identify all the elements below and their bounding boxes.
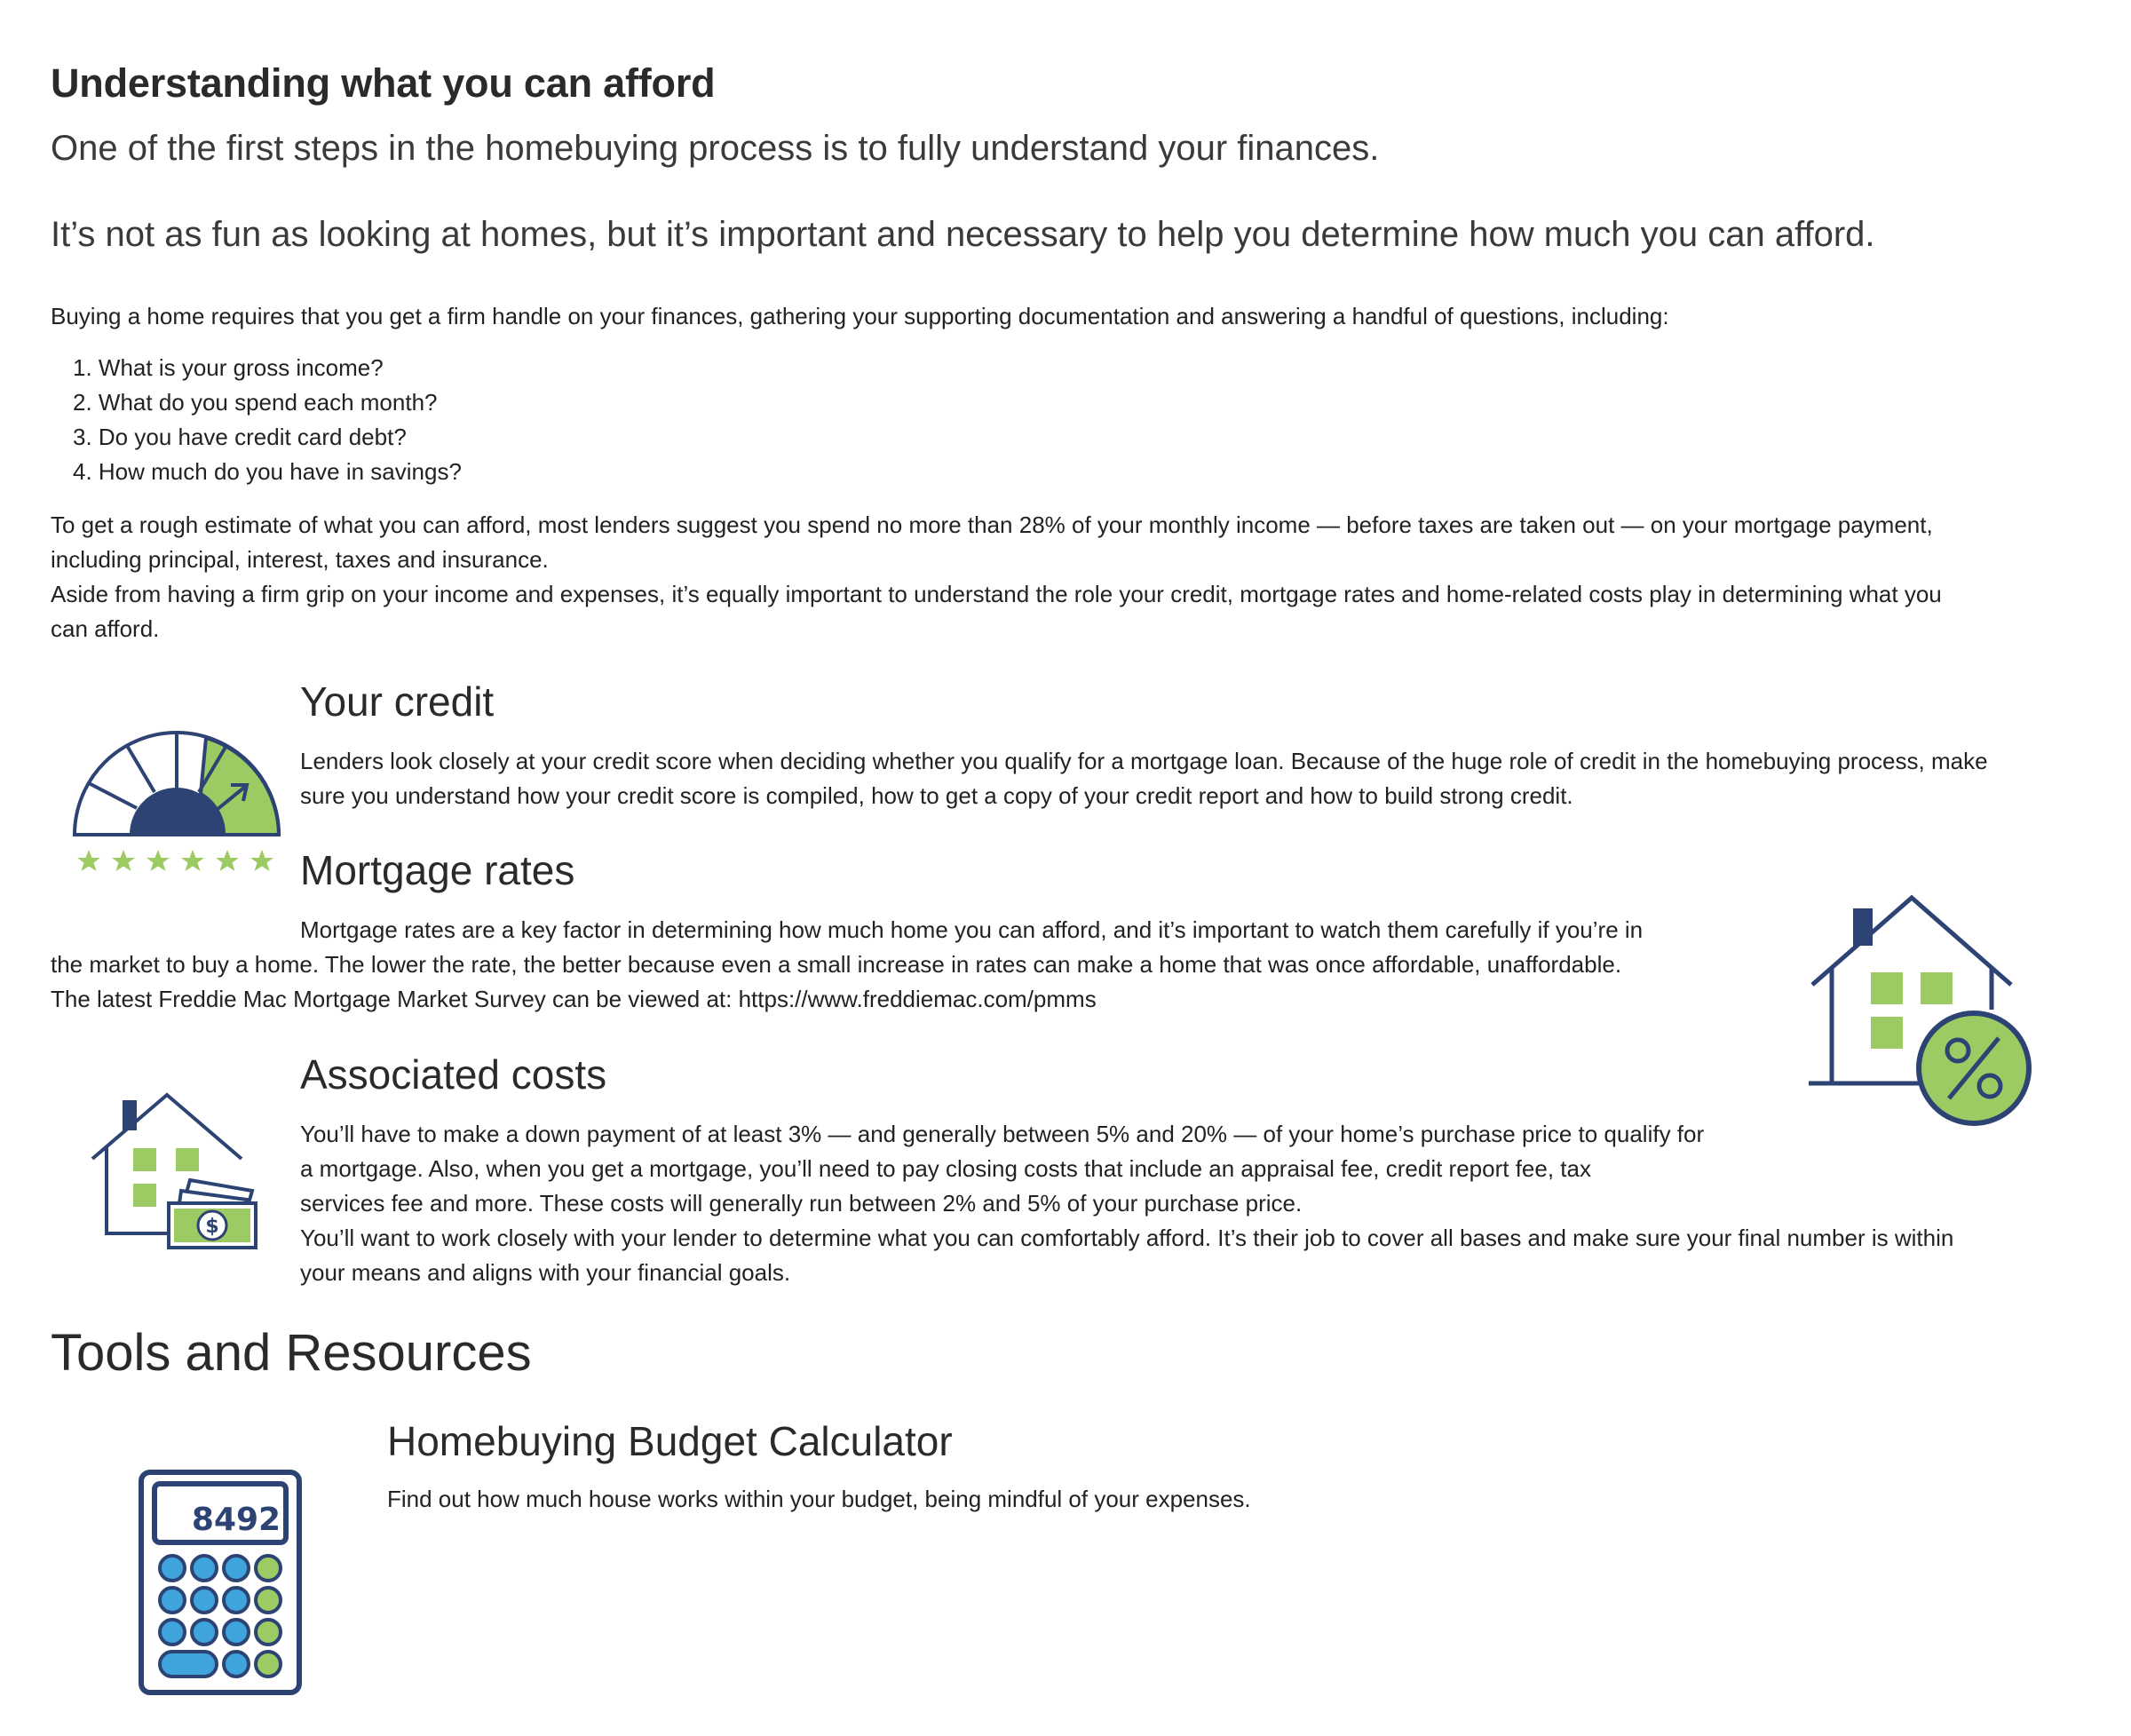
calculator-icon xyxy=(139,1470,302,1695)
costs-heading: Associated costs xyxy=(300,1051,607,1098)
mortgage-paragraph xyxy=(51,947,1621,1017)
mortgage-line: Mortgage rates are a key factor in determining how much home you can afford, and it’s important to watch them carefully if you’re in xyxy=(300,916,1644,943)
tools-heading: Tools and Resources xyxy=(51,1324,532,1382)
credit-paragraph xyxy=(300,744,1988,813)
calculator-display: 8492 xyxy=(191,1502,281,1538)
costs-line: your means and aligns with your financial goals. xyxy=(300,1259,791,1286)
credit-line: sure you understand how your credit score is compiled, how to get a copy of your credit report and how to build strong credit. xyxy=(300,782,1573,809)
credit-heading: Your credit xyxy=(300,678,495,725)
costs-line: You’ll have to make a down payment of at least 3% — and generally between 5% and 20% — of your home’s purchase price to qualify for xyxy=(300,1121,1705,1147)
aside-line: Aside from having a firm grip on your income and expenses, it’s equally important to understand the role your credit, mortgage rates and home-related costs play in determining what you xyxy=(51,581,1942,607)
mortgage-line: The latest Freddie Mac Mortgage Market Survey can be viewed at: https://www.freddiemac.com/pmms xyxy=(51,986,1097,1012)
questions-list xyxy=(73,351,462,489)
estimate-line: including principal, interest, taxes and insurance. xyxy=(51,546,549,573)
mortgage-line: the market to buy a home. The lower the rate, the better because even a small increase in rates can make a home that was once affordable, unaffordable. xyxy=(51,951,1622,978)
credit-line: Lenders look closely at your credit score when deciding whether you qualify for a mortgage loan. Because of the huge role of credit in the homebuying process, make xyxy=(300,748,1988,774)
calculator-description: Find out how much house works within your budget, being mindful of your expenses. xyxy=(387,1486,1251,1512)
list-item: 4. How much do you have in savings? xyxy=(73,458,462,485)
svg-text:$: $ xyxy=(205,1216,219,1238)
page-title: Understanding what you can afford xyxy=(51,60,716,106)
aside-line: can afford. xyxy=(51,615,160,642)
lead-paragraph-1: One of the first steps in the homebuying process is to fully understand your finances. xyxy=(51,129,1380,168)
costs-paragraph xyxy=(300,1117,1953,1290)
estimate-line: To get a rough estimate of what you can afford, most lenders suggest you spend no more than 28% of your monthly income — before taxes are taken out — on your mortgage payment, xyxy=(51,511,1933,538)
costs-line: You’ll want to work closely with your lender to determine what you can comfortably afford. It’s their job to cover all bases and make sure your final number is within xyxy=(300,1225,1954,1251)
credit-gauge-icon xyxy=(67,728,284,879)
list-item: 1. What is your gross income? xyxy=(73,354,384,381)
house-money-icon xyxy=(89,1088,266,1256)
list-item: 2. What do you spend each month? xyxy=(73,389,438,416)
list-item: 3. Do you have credit card debt? xyxy=(73,424,407,450)
intro-paragraph: Buying a home requires that you get a firm handle on your finances, gathering your supporting documentation and answering a handful of questions, including: xyxy=(51,303,1669,329)
costs-line: a mortgage. Also, when you get a mortgage, you’ll need to pay closing costs that include an appraisal fee, credit report fee, tax xyxy=(300,1155,1591,1182)
costs-line: services fee and more. These costs will generally run between 2% and 5% of your purchase price. xyxy=(300,1190,1303,1217)
house-percent-icon xyxy=(1798,892,2047,1132)
mortgage-heading: Mortgage rates xyxy=(300,847,575,893)
lead-paragraph-2: It’s not as fun as looking at homes, but it’s important and necessary to help you determine how much you can afford. xyxy=(51,215,1875,254)
estimate-paragraph xyxy=(51,508,1942,646)
calculator-heading[interactable]: Homebuying Budget Calculator xyxy=(387,1418,953,1464)
